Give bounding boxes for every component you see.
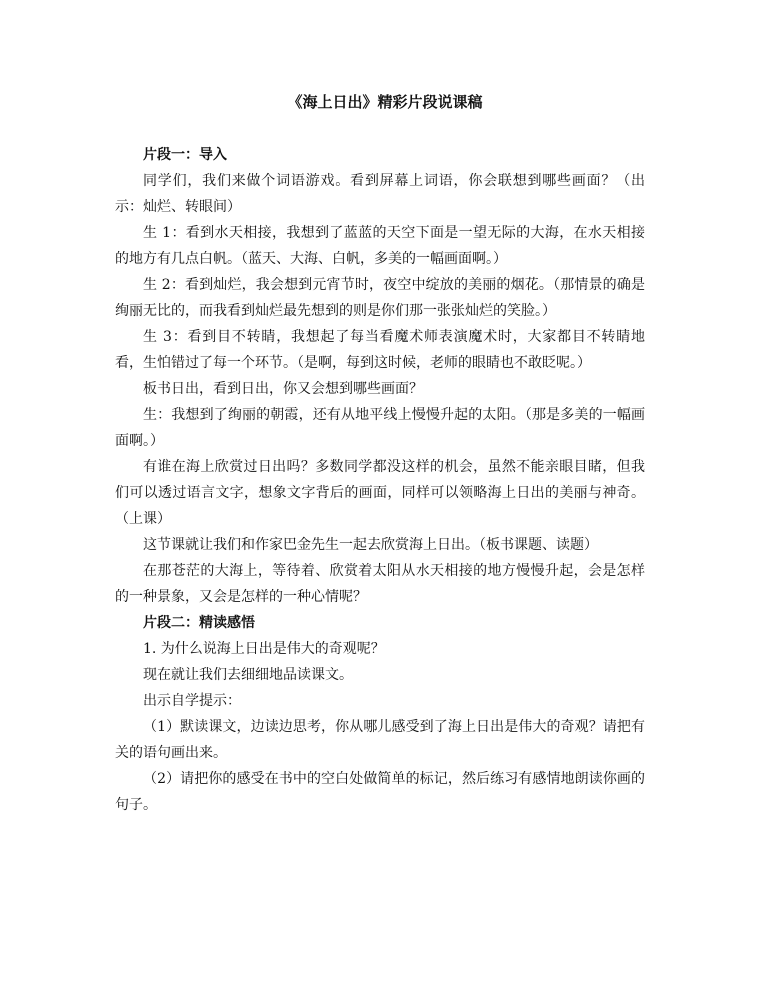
paragraph: 出示自学提示： bbox=[143, 693, 241, 709]
section-heading: 片段二：精读感悟 bbox=[143, 615, 255, 631]
paragraph: 1. 为什么说海上日出是伟大的奇观呢？ bbox=[143, 641, 385, 657]
paragraph: 板书日出，看到日出，你又会想到哪些画面？ bbox=[143, 381, 423, 397]
paragraph: 生：我想到了绚丽的朝霞，还有从地平线上慢慢升起的太阳。（那是多美的一幅画面啊。） bbox=[115, 407, 645, 449]
paragraph: （2）请把你的感受在书中的空白处做简单的标记，然后练习有感情地朗读你画的句子。 bbox=[115, 771, 645, 813]
paragraph: 同学们，我们来做个词语游戏。看到屏幕上词语，你会联想到哪些画面？（出示：灿烂、转眼间） bbox=[115, 173, 645, 215]
paragraph: （1）默读课文，边读边思考，你从哪儿感受到了海上日出是伟大的奇观？请把有关的语句画出来。 bbox=[115, 719, 645, 761]
paragraph: 生 2：看到灿烂，我会想到元宵节时，夜空中绽放的美丽的烟花。（那情景的确是绚丽无比的，而我看到灿烂最先想到的则是你们那一张张灿烂的笑脸。） bbox=[115, 277, 645, 319]
paragraph: 生 3：看到目不转睛，我想起了每当看魔术师表演魔术时，大家都目不转睛地看，生怕错过了每一个环节。（是啊，每到这时候，老师的眼睛也不敢眨呢。） bbox=[115, 329, 645, 371]
paragraph: 有谁在海上欣赏过日出吗？多数同学都没这样的机会，虽然不能亲眼目睹，但我们可以透过语言文字，想象文字背后的画面，同样可以领略海上日出的美丽与神奇。（上课） bbox=[115, 459, 645, 527]
paragraph: 现在就让我们去细细地品读课文。 bbox=[143, 667, 353, 683]
paragraph: 这节课就让我们和作家巴金先生一起去欣赏海上日出。（板书课题、读题） bbox=[143, 537, 598, 553]
document-title: 《海上日出》精彩片段说课稿 bbox=[287, 93, 483, 111]
paragraph: 生 1：看到水天相接，我想到了蓝蓝的天空下面是一望无际的大海，在水天相接的地方有几点白帆。（蓝天、大海、白帆，多美的一幅画面啊。） bbox=[115, 225, 645, 267]
paragraph: 在那苍茫的大海上，等待着、欣赏着太阳从水天相接的地方慢慢升起，会是怎样的一种景象，又会是怎样的一种心情呢？ bbox=[115, 563, 645, 605]
document-body bbox=[115, 142, 645, 818]
section-heading: 片段一：导入 bbox=[143, 147, 227, 163]
